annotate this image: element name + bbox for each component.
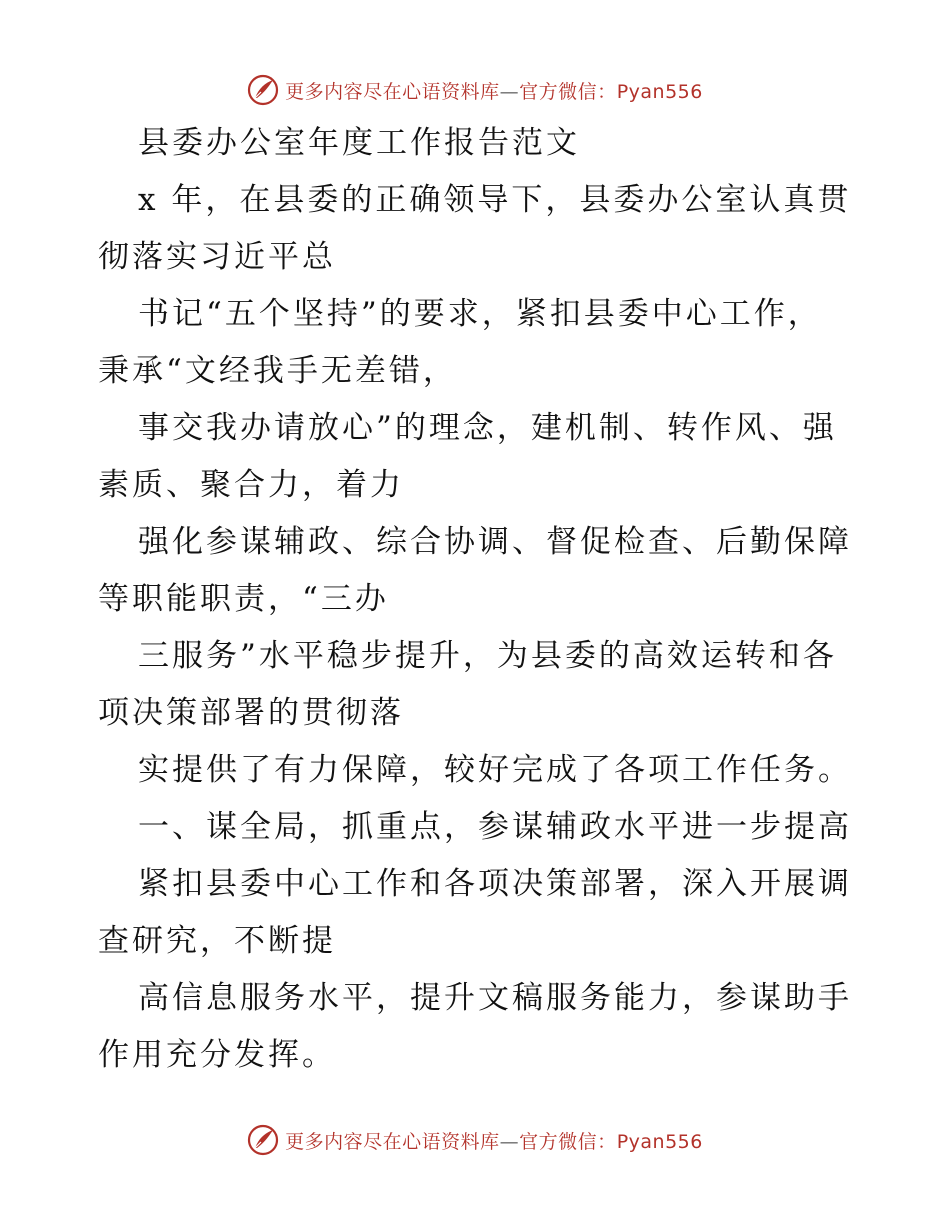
paragraph-9 [98,856,858,970]
document-body [98,115,858,1084]
paragraph-line: 强化参谋辅政、综合协调、督促检查、后勤保障 [138,524,852,560]
paragraph-line: 三服务”水平稳步提升，为县委的高效运转和各 [138,638,837,674]
footer-banner-separator: — [499,1130,520,1153]
paragraph-line: 素质、聚合力，着力 [98,467,404,503]
paragraph-7 [98,742,858,799]
paragraph-2 [98,172,858,286]
paragraph-line: 高信息服务水平，提升文稿服务能力，参谋助手 [138,980,852,1016]
header-banner-separator: — [499,80,520,103]
header-banner-text [285,77,703,104]
paragraph-10 [98,970,858,1084]
header-banner-account: Pyan556 [616,80,703,103]
paragraph-line: 一、谋全局，抓重点，参谋辅政水平进一步提高 [138,809,852,845]
paragraph-line: 事交我办请放心”的理念，建机制、转作风、强 [138,410,837,446]
feather-pen-logo-icon [247,1124,279,1156]
header-banner [0,70,950,110]
paragraph-line: 项决策部署的贯彻落 [98,695,404,731]
footer-banner [0,1120,950,1160]
paragraph-1 [98,115,858,172]
paragraph-line: 实提供了有力保障，较好完成了各项工作任务。 [138,752,852,788]
section-heading-1 [98,799,858,856]
feather-pen-logo-icon [247,74,279,106]
paragraph-line: x 年，在县委的正确领导下，县委办公室认真贯 [138,182,852,218]
footer-banner-title: 更多内容尽在心语资料库 [285,1130,500,1153]
footer-banner-account: Pyan556 [616,1130,703,1153]
paragraph-line: 秉承“文经我手无差错， [98,353,457,389]
paragraph-3 [98,286,858,400]
header-banner-title: 更多内容尽在心语资料库 [285,80,500,103]
paragraph-4 [98,400,858,514]
footer-banner-text [285,1127,703,1154]
footer-banner-wechat-label: 官方微信： [519,1130,617,1153]
paragraph-line: 作用充分发挥。 [98,1037,336,1073]
paragraph-line: 县委办公室年度工作报告范文 [138,125,580,161]
paragraph-line: 紧扣县委中心工作和各项决策部署，深入开展调 [138,866,852,902]
paragraph-6 [98,628,858,742]
paragraph-line: 书记“五个坚持”的要求，紧扣县委中心工作， [138,296,822,332]
paragraph-line: 彻落实习近平总 [98,239,336,275]
paragraph-5 [98,514,858,628]
paragraph-line: 查研究，不断提 [98,923,336,959]
paragraph-line: 等职能职责，“三办 [98,581,389,617]
header-banner-wechat-label: 官方微信： [519,80,617,103]
